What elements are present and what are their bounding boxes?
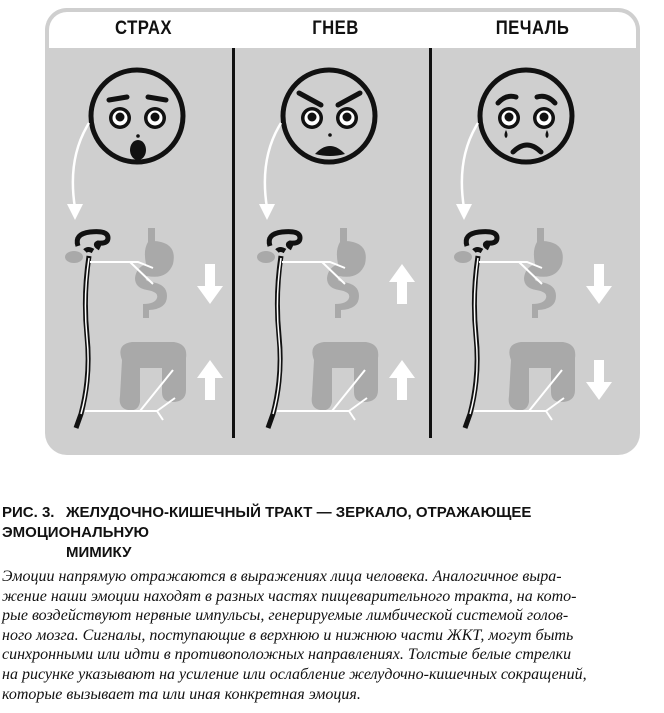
column-fear [45,8,242,455]
anger-face-icon [283,70,375,162]
arrow-down-icon [586,264,612,304]
arrow-down-icon [586,360,612,400]
column-title: ПЕЧАЛЬ [495,18,570,39]
arrow-up-icon [389,360,415,400]
figure-number: РИС. 3. [2,504,55,521]
intestine-icon [120,342,187,410]
body-line: синхронными или идти в противоположных направлениях. Толстые белые стрелки [2,646,572,664]
figure-panel [45,8,640,455]
figure-caption [2,503,642,563]
body-line: ного мозга. Сигналы, поступающие в верхнюю и нижнюю части ЖКТ, могут быть [2,626,574,644]
caption-line: МИМИКУ [66,544,132,561]
column-sadness [434,8,631,455]
arrow-up-icon [389,264,415,304]
body-line: на рисунке указывают на усиление или ослабление желудочно-кишечных сокращений, [2,665,587,683]
arrow-down-icon [197,264,223,304]
curved-arrow-icon [73,123,89,208]
column-title: СТРАХ [114,18,172,39]
intestine-icon [312,342,379,410]
intestine-icon [509,342,576,410]
body-line: рые воздействуют нервные импульсы, генерируемые лимбической системой голов- [2,607,569,625]
caption-line: ЖЕЛУДОЧНО-КИШЕЧНЫЙ ТРАКТ — ЗЕРКАЛО, ОТРАЖАЮЩЕЕ ЭМОЦИОНАЛЬНУЮ [2,504,532,541]
body-line: которые вызывает та или иная конкретная эмоция. [2,685,361,703]
fear-face-icon [91,70,183,162]
sadness-face-icon [480,70,572,162]
body-line: Эмоции напрямую отражаются в выражениях лица человека. Аналогичное выра- [2,568,562,585]
column-title: ГНЕВ [312,18,359,39]
curved-arrow-icon [265,123,281,208]
body-text [2,567,664,704]
arrow-up-icon [197,360,223,400]
curved-arrow-icon [462,123,478,208]
body-line: жение наши эмоции находят в разных частях пищеварительного тракта, на кото- [2,587,577,605]
column-anger [237,8,434,455]
